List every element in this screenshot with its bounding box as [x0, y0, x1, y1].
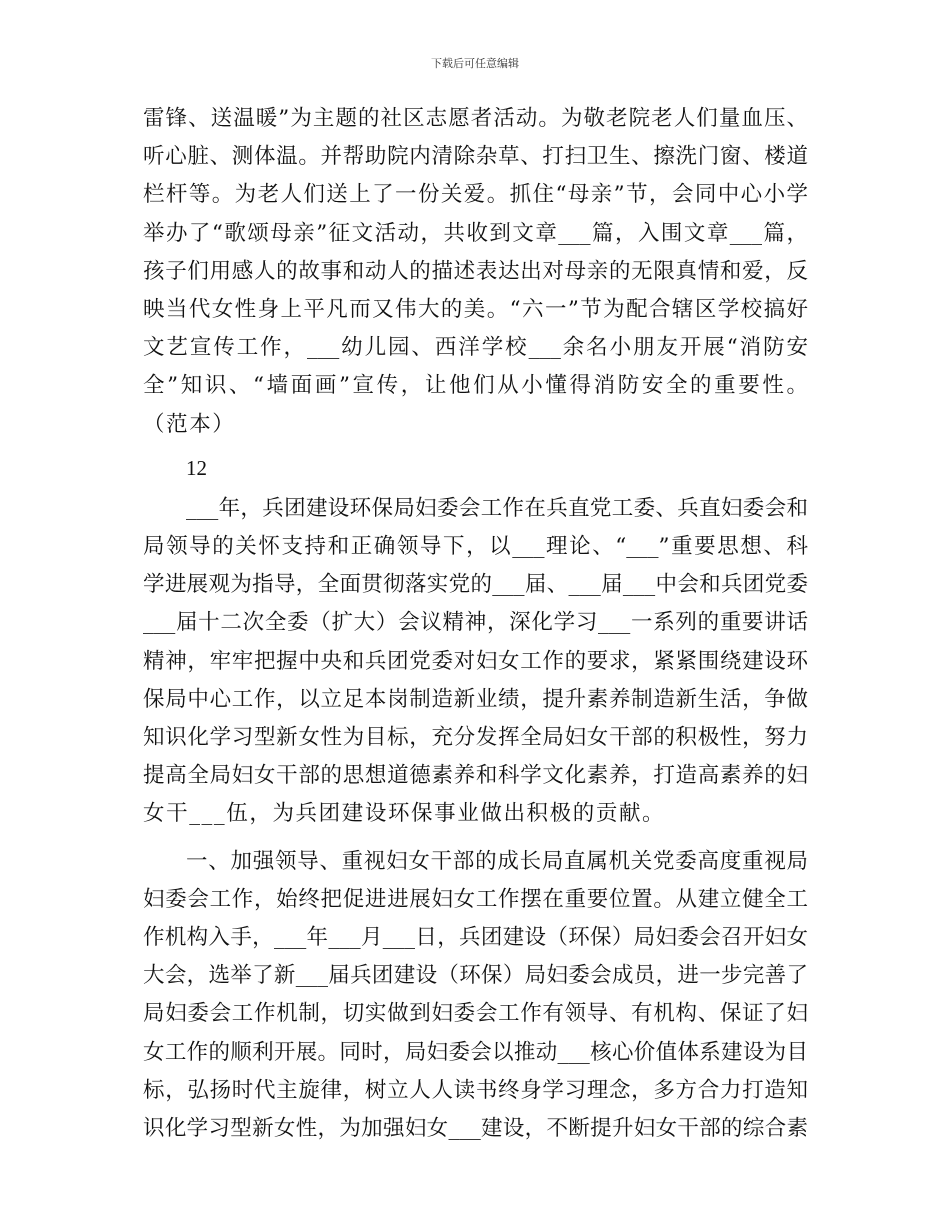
text-line: 雷锋、送温暖”为主题的社区志愿者活动。为敬老院老人们量血压、 — [143, 106, 808, 131]
text-line: 全”知识、“墙面画”宣传，让他们从小懂得消防安全的重要性。 — [143, 373, 808, 399]
text-line: 识化学习型新女性，为加强妇女___建设，不断提升妇女干部的综合素 — [143, 1115, 808, 1141]
paragraph-1 — [143, 490, 808, 834]
text-line: 文艺宣传工作，___幼儿园、西洋学校___余名小朋友开展“消防安 — [143, 335, 808, 361]
text-line: ___届十二次全委（扩大）会议精神，深化学习___一系列的重要讲话 — [143, 610, 808, 636]
document-body — [143, 100, 808, 1148]
text-line: 听心脏、测体温。并帮助院内清除杂草、打扫卫生、擦洗门窗、楼道 — [143, 144, 808, 170]
text-line: 学进展观为指导，全面贯彻落实党的___届、___届___中会和兵团党委 — [143, 572, 808, 598]
page-header: 下载后可任意编辑 — [431, 57, 519, 70]
text-line: （范本） — [143, 411, 236, 437]
section-1-text — [143, 100, 808, 444]
text-line: 局妇委会工作机制，切实做到妇委会工作有领导、有机构、保证了妇 — [143, 1001, 808, 1027]
text-line: 提高全局妇女干部的思想道德素养和科学文化素养，打造高素养的妇 — [143, 763, 808, 789]
text-line: ___年，兵团建设环保局妇委会工作在兵直党工委、兵直妇委会和 — [186, 495, 808, 521]
text-line: 局领导的关怀支持和正确领导下，以___理论、“___”重要思想、科 — [143, 534, 808, 560]
text-line: 女干___伍，为兵团建设环保事业做出积极的贡献。 — [143, 801, 666, 827]
text-line: 精神，牢牢把握中央和兵团党委对妇女工作的要求，紧紧围绕建设环 — [143, 648, 808, 674]
text-line: 映当代女性身上平凡而又伟大的美。“六一”节为配合辖区学校搞好 — [143, 296, 808, 322]
text-line: 一、加强领导、重视妇女干部的成长局直属机关党委高度重视局 — [186, 848, 808, 874]
text-line: 妇委会工作，始终把促进进展妇女工作摆在重要位置。从建立健全工 — [143, 886, 808, 912]
section-number: 12 — [186, 455, 207, 480]
text-line: 孩子们用感人的故事和动人的描述表达出对母亲的无限真情和爱，反 — [143, 258, 808, 284]
text-line: 标，弘扬时代主旋律，树立人人读书终身学习理念，多方合力打造知 — [143, 1077, 808, 1103]
text-line: 栏杆等。为老人们送上了一份关爱。抓住“母亲”节，会同中心小学 — [143, 182, 808, 208]
text-line: 知识化学习型新女性为目标，充分发挥全局妇女干部的积极性，努力 — [143, 725, 808, 750]
text-line: 保局中心工作，以立足本岗制造新业绩，提升素养制造新生活，争做 — [143, 686, 808, 712]
text-line: 作机构入手，___年___月___日，兵团建设（环保）局妇委会召开妇女 — [143, 924, 808, 950]
text-line: 女工作的顺利开展。同时，局妇委会以推动___核心价值体系建设为目 — [143, 1039, 808, 1065]
paragraph-2 — [143, 843, 808, 1149]
text-line: 大会，选举了新___届兵团建设（环保）局妇委会成员，进一步完善了 — [143, 963, 808, 989]
text-line: 举办了“歌颂母亲”征文活动，共收到文章___篇，入围文章___篇， — [143, 220, 808, 246]
